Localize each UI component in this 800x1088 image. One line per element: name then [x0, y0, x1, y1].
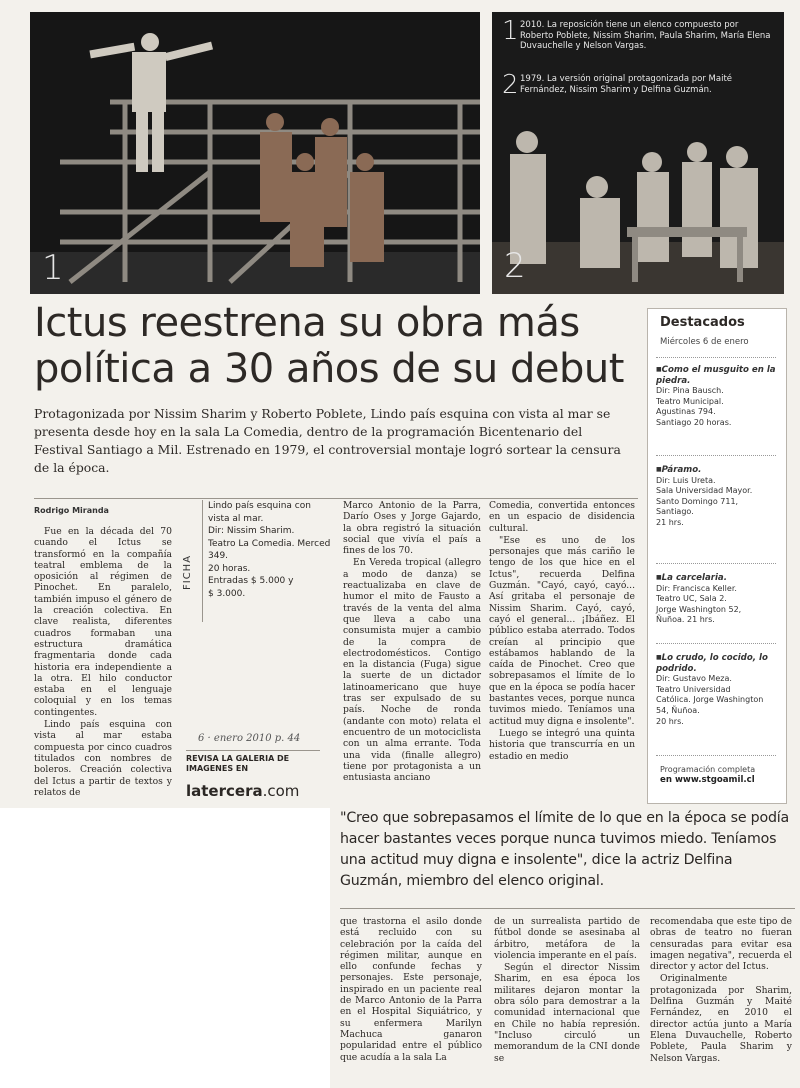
event-title: ■ Lo crudo, lo cocido, lo podrido. — [656, 653, 782, 674]
event-title: ■ La carcelaria. — [656, 573, 782, 584]
paragraph: Originalmente protagonizada por Sharim, Delfina Guzmán y Maité Fernández, en 2010 el director actúa junto a María Elena Duvauchelle, Roberto Poblete, Paula Sharim y Nelson Vargas. — [650, 973, 792, 1064]
ficha-line: vista al mar. — [208, 513, 264, 524]
stage-photo-2010 — [30, 12, 480, 294]
article-column-bottom-3 — [650, 916, 792, 1065]
paragraph: Según el director Nissim Sharim, en esa época los militares dejaron montar la obra sólo para demostrar a la comunidad internacional que en Chile no había represión. "Incluso circuló un memorandum de la CNI donde se — [494, 962, 640, 1064]
website-link[interactable] — [186, 782, 299, 800]
photo-caption-2: 1979. La versión original protagonizada por Maité Fernández, Nissim Sharim y Delfina Guzmán. — [520, 74, 733, 95]
paragraph: de un surrealista partido de fútbol donde se asesinaba al árbitro, metáfora de la violencia imperante en el país. — [494, 916, 640, 961]
event-detail: Dir: Francisca Keller. — [656, 583, 737, 593]
sidebar-item — [656, 465, 782, 529]
event-detail: Católica. Jorge Washington — [656, 695, 764, 705]
paragraph: "Ese es uno de los personajes que más cariño le tengo de los que hice en el Ictus", recuerda Delfina Guzmán. "Cayó, cayó, cayó... Así gritaba el personaje de Nissim Sharim. Cayó, cayó, cayó el general... ¡Ibáñez. El público estaba aterrado. Todos creían al principio que estábamos hablando de la caída de Pinochet. Creo que sobrepasamos el límite de lo que en la época se podía hacer bastantes veces, porque nunca tuvimos miedo. Teníamos una actitud muy digna e insolente". — [489, 534, 635, 727]
sidebar-date: Miércoles 6 de enero — [660, 337, 749, 347]
paragraph: que trastorna el asilo donde está recluido con su celebración por la caída del régimen militar, aunque en ello confunde fechas y personajes. Este personaje, inspirado en un paciente real de Marco Antonio de la Parra en el Hospital Siquiátrico, y su enfermera Marilyn Machuca ganaron popularidad entre el público que acudía a la sala La — [340, 916, 482, 1063]
event-detail: 21 hrs. — [656, 517, 684, 527]
sidebar-item — [656, 365, 782, 429]
event-detail: Ñuñoa. 21 hrs. — [656, 615, 715, 625]
article-column-bottom-1 — [340, 916, 482, 1064]
ficha-label: FICHA — [182, 554, 193, 590]
paragraph: Marco Antonio de la Parra, Darío Oses y Jorge Gajardo, la obra registró la situación social que vivía el país a fines de los 70. — [343, 500, 481, 557]
event-detail: Sala Universidad Mayor. — [656, 486, 753, 496]
event-detail: Santiago. — [656, 507, 694, 517]
sidebar-item — [656, 573, 782, 626]
ficha-line: 349. — [208, 551, 229, 561]
sidebar-footer — [660, 765, 784, 785]
divider — [656, 643, 776, 644]
divider — [656, 755, 776, 756]
byline: Rodrigo Miranda — [34, 506, 109, 515]
event-title: ■ Como el musguito en la piedra. — [656, 365, 782, 386]
photo-caption-1: 2010. La reposición tiene un elenco compuesto por Roberto Poblete, Nissim Sharim, Paula Sharim, María Elena Duvauchelle y Nelson Vargas. — [520, 20, 771, 51]
article-column-4 — [489, 500, 635, 763]
divider — [186, 750, 320, 751]
blank-area — [0, 808, 330, 1088]
divider — [656, 455, 776, 456]
article-column-1 — [34, 526, 172, 799]
website-domain: .com — [262, 782, 300, 800]
deck: Protagonizada por Nissim Sharim y Roberto Poblete, Lindo país esquina con vista al mar se presenta desde hoy en la sala La Comedia, dentro de la programación Bicentenario del Festival Santiago a Mil. Estrenado en 1979, el controversial montaje logró sortear la censura de la época. — [34, 406, 621, 475]
website-name: latercera — [186, 782, 263, 800]
article-column-bottom-2 — [494, 916, 640, 1065]
caption-number-2: 2 — [502, 70, 519, 100]
festival-link[interactable]: en www.stgoamil.cl — [660, 775, 755, 785]
ficha-line: $ 3.000. — [208, 588, 246, 599]
ficha-line: Lindo país esquina con — [208, 501, 311, 511]
headline-line-2: política a 30 años de su debut — [34, 346, 624, 392]
gallery-promo — [186, 754, 316, 774]
ficha-box — [208, 500, 338, 600]
ficha-line: Entradas $ 5.000 y — [208, 576, 294, 586]
event-detail: Teatro Municipal. — [656, 396, 724, 406]
sidebar-title: Destacados — [660, 315, 745, 330]
sidebar-item — [656, 653, 782, 727]
event-detail: Santiago 20 horas. — [656, 417, 732, 427]
event-detail: Teatro Universidad — [656, 684, 731, 694]
ficha-line: Dir: Nissim Sharim. — [208, 526, 295, 536]
ficha-line: Teatro La Comedia. Merced — [208, 538, 331, 549]
event-detail: Dir: Luis Ureta. — [656, 475, 716, 485]
event-detail: Santo Domingo 711, — [656, 496, 739, 506]
divider — [34, 498, 638, 499]
divider — [656, 357, 776, 358]
headline — [34, 300, 634, 392]
paragraph: Luego se integró una quinta historia que transcurría en un estadio en medio — [489, 727, 635, 762]
event-detail: Dir: Pina Bausch. — [656, 386, 724, 396]
stage-photo-illustration — [30, 12, 480, 294]
photo-number: 1 — [42, 248, 64, 288]
event-detail: Teatro UC, Sala 2. — [656, 594, 727, 604]
paragraph: Lindo país esquina con vista al mar estaba compuesta por cinco cuadros titulados con nombres de boleros. Creación colectiva del Ictus a partir de textos y relatos de — [34, 719, 172, 798]
gallery-line-1: REVISA LA GALERIA DE — [186, 754, 290, 763]
handwritten-note: 6 · enero 2010 p. 44 — [198, 733, 301, 744]
caption-number-1: 1 — [502, 16, 519, 46]
paragraph: Fue en la década del 70 cuando el Ictus se transformó en la compañía teatral emblema de la oposición al régimen de Pinochet. En paralelo, también impuso el género de la creación colectiva. En clave realista, diferentes cuadros formaban una estructura dramática fragmentaria donde cada historia era independiente a la otra. El hilo conductor estaba en el lenguaje coloquial y en los temas contingentes. — [34, 526, 172, 718]
stage-photo-illustration — [492, 12, 784, 294]
pull-quote: "Creo que sobrepasamos el límite de lo que en la época se podía hacer bastantes veces porque nunca tuvimos miedo. Teníamos una actitud muy digna e insolente", dice la actriz Delfina Guzmán, miembro del elenco original. — [340, 810, 790, 889]
photo-number: 2 — [504, 246, 526, 286]
gallery-line-2: IMAGENES EN — [186, 764, 249, 773]
footer-text: Programación completa — [660, 765, 756, 774]
event-detail: Dir: Gustavo Meza. — [656, 674, 732, 684]
destacados-sidebar — [647, 308, 787, 804]
divider — [340, 908, 795, 909]
ficha-rule — [202, 500, 203, 622]
event-detail: Agustinas 794. — [656, 407, 716, 417]
event-detail: 20 hrs. — [656, 716, 684, 726]
paragraph: recomendaba que este tipo de obras de teatro no fueran censuradas para evitar esa imagen negativa", recuerda el director y actor del Ictus. — [650, 916, 792, 973]
event-title: ■ Páramo. — [656, 465, 782, 476]
stage-photo-1979 — [492, 12, 784, 294]
paragraph: Comedia, convertida entonces en un espacio de disidencia cultural. — [489, 500, 635, 534]
headline-line-1: Ictus reestrena su obra más — [34, 300, 580, 346]
ficha-line: 20 horas. — [208, 563, 251, 574]
paragraph: En Vereda tropical (allegro a modo de danza) se reactualizaba en clave de humor el mito de Fausto a través de la venta del alma que lleva a cabo una consumista mujer a cambio de la compra de electrodomésticos. Contigo en la distancia (Fuga) sigue la suerte de un dictador latinoamericano que huye tras ser expulsado de su país. Noche de ronda (andante con moto) relata el encuentro de un motociclista con un alma errante. Toda una vida (finalle allegro) tiene por protagonista a un entusiasta anciano — [343, 557, 481, 784]
divider — [656, 563, 776, 564]
event-detail: Jorge Washington 52, — [656, 604, 742, 614]
article-column-3 — [343, 500, 481, 784]
event-detail: 54, Ñuñoa. — [656, 705, 700, 715]
